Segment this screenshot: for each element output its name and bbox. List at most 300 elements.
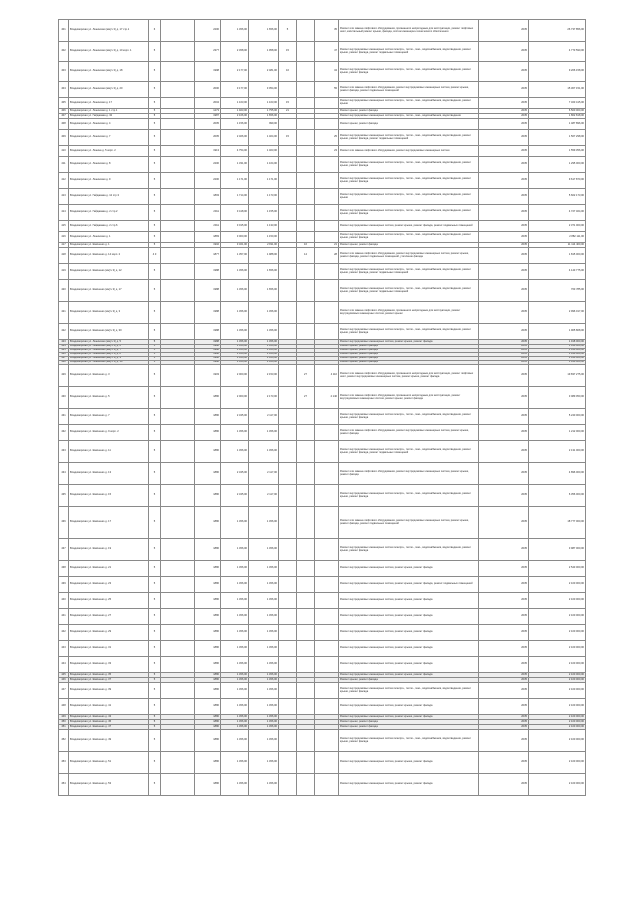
cell-c5: 2 000,00 [221, 365, 249, 387]
cell-no: 406 [59, 109, 69, 114]
cell-c2: 5 [149, 340, 161, 345]
cell-c6: 1 456,00 [249, 302, 279, 324]
cell-c4: 1988 [195, 264, 221, 280]
table-row [59, 205, 586, 221]
cell-c8 [297, 593, 315, 609]
cell-c9: 21 [315, 243, 339, 248]
cell-c2: 5 [149, 774, 161, 796]
cell-c2: 5 [149, 302, 161, 324]
cell-amount: 2 100 000,00 [529, 593, 586, 609]
cell-address: Владимирская ул. Шевченко д. 31 [69, 641, 149, 657]
cell-c8: 27 [297, 387, 315, 409]
cell-year: 2035 [479, 657, 529, 673]
cell-address: Владимирская ул. Ленинская д. 4 [69, 119, 149, 130]
cell-no: 421 [59, 302, 69, 324]
cell-c5: 1 456,00 [221, 280, 249, 302]
cell-c4: 2011 [195, 205, 221, 221]
table-row [59, 324, 586, 340]
cell-c5: 1 456,00 [221, 593, 249, 609]
cell-c9 [315, 625, 339, 641]
cell-amount: 2 100 000,00 [529, 625, 586, 641]
cell-address: Владимирская ул. Ленинская д. 1 стр.1 [69, 109, 149, 114]
cell-c8 [297, 146, 315, 157]
cell-c5: 1 456,00 [221, 774, 249, 796]
cell-amount: 4 773 590,00 [529, 42, 586, 62]
cell-year: 2035 [479, 205, 529, 221]
cell-c4: 1877 [195, 248, 221, 264]
cell-c4: 1273 [195, 109, 221, 114]
cell-c6: 1 456,00 [249, 593, 279, 609]
cell-c3 [161, 683, 195, 699]
cell-c7 [279, 752, 297, 774]
cell-c7 [279, 324, 297, 340]
cell-c6: 1 456,00 [249, 657, 279, 673]
cell-address: Владимирская ул. Шевченко д. 7 [69, 409, 149, 425]
cell-year: 2035 [479, 243, 529, 248]
cell-amount: 2 100 000,00 [529, 774, 586, 796]
cell-c4: 1880 [195, 730, 221, 752]
cell-no: 434 [59, 463, 69, 485]
table-row [59, 409, 586, 425]
cell-c6: 2 117,00 [249, 409, 279, 425]
cell-c9 [315, 441, 339, 463]
cell-c4: 1998 [195, 62, 221, 82]
cell-amount: 11 114 400,00 [529, 243, 586, 248]
cell-amount: 2 100 000,00 [529, 641, 586, 657]
cell-c3 [161, 173, 195, 189]
cell-c2: 5 [149, 189, 161, 205]
cell-c5: 1 456,00 [221, 349, 249, 353]
cell-c4: 1893 [195, 189, 221, 205]
table-row [59, 683, 586, 699]
cell-c3 [161, 641, 195, 657]
cell-no: 425 [59, 349, 69, 353]
cell-year: 2035 [479, 98, 529, 109]
cell-c9 [315, 98, 339, 109]
cell-description: Ремонт внутридомовых инженерных систем, ремонт крыши, ремонт фасада, ремонт подвальных помещений [339, 221, 479, 232]
cell-c4: 1880 [195, 641, 221, 657]
cell-address: Владимирская ул. Шевченко д. 25 [69, 593, 149, 609]
cell-year: 2035 [479, 248, 529, 264]
cell-no: 445 [59, 673, 69, 678]
cell-c8 [297, 730, 315, 752]
cell-c3 [161, 20, 195, 42]
cell-year: 2035 [479, 774, 529, 796]
cell-c9 [315, 221, 339, 232]
cell-no: 450 [59, 720, 69, 725]
cell-year: 2035 [479, 678, 529, 683]
cell-description: Ремонт внутридомовых инженерных систем электро-, тепло-, газо-, водоснабжения, водоотведения [339, 114, 479, 119]
cell-c2: 5 [149, 507, 161, 539]
cell-c9 [315, 683, 339, 699]
cell-c2: 5 [149, 82, 161, 98]
cell-c2: 5 [149, 264, 161, 280]
cell-description: Ремонт внутридомовых инженерных систем электро-, тепло-, газо-, водоснабжения, водоотведения, ремонт крыши, ремонт фасада, ремонт подвальных помещений [339, 280, 479, 302]
cell-address: Владимирская ул. Ленина д. 5 корп. 2 [69, 146, 149, 157]
cell-c9: 55 [315, 82, 339, 98]
cell-c5: 1 456,00 [221, 577, 249, 593]
cell-address: Владимирская ул. Шевченко д. 49 [69, 730, 149, 752]
cell-c2: 5 [149, 683, 161, 699]
cell-c5: 1 456,00 [221, 361, 249, 365]
cell-description: Ремонт внутридомовых инженерных систем, ремонт крыши, ремонт фасада [339, 609, 479, 625]
table-row [59, 561, 586, 577]
table-row [59, 625, 586, 641]
cell-year: 2035 [479, 715, 529, 720]
cell-c8 [297, 683, 315, 699]
cell-c5: 1 156,00 [221, 119, 249, 130]
cell-address: Владимирская ул. Шевченко д. 39 [69, 683, 149, 699]
cell-c2: 6 [149, 20, 161, 42]
cell-c6: 1 133,00 [249, 221, 279, 232]
cell-c4: 2004 [195, 98, 221, 109]
cell-c9 [315, 539, 339, 561]
cell-c3 [161, 507, 195, 539]
cell-c2: 5 [149, 130, 161, 146]
cell-c6: 1 988,00 [249, 248, 279, 264]
cell-no: 408 [59, 119, 69, 130]
cell-year: 2035 [479, 20, 529, 42]
cell-c2: 5 [149, 42, 161, 62]
cell-address: Владимирская ул. Гайдамака д. 2 стр.6 [69, 221, 149, 232]
cell-c2: 5 [149, 221, 161, 232]
cell-c5: 1 456,00 [221, 715, 249, 720]
cell-c3 [161, 387, 195, 409]
cell-c6: 1 456,00 [249, 353, 279, 357]
cell-no: 441 [59, 609, 69, 625]
cell-c8 [297, 409, 315, 425]
cell-no: 420 [59, 280, 69, 302]
cell-c5: 1 456,00 [221, 507, 249, 539]
cell-c5: 1 456,00 [221, 264, 249, 280]
cell-c6: 1 456,00 [249, 577, 279, 593]
cell-year: 2035 [479, 109, 529, 114]
cell-description: Ремонт внутридомовых инженерных систем электро-, тепло-, газо-, водоснабжения, водоотведения, ремонт крыши, ремонт фасада [339, 730, 479, 752]
cell-c9 [315, 324, 339, 340]
cell-description: Ремонт внутридомовых инженерных систем, ремонт крыши, ремонт фасада, ремонт подвальных помещений [339, 577, 479, 593]
cell-c5: 1 456,00 [221, 673, 249, 678]
cell-description: Ремонт внутридомовых инженерных систем, ремонт крыши, ремонт фасада [339, 752, 479, 774]
cell-c7 [279, 539, 297, 561]
cell-no: 429 [59, 365, 69, 387]
cell-no: 418 [59, 248, 69, 264]
cell-c5: 1 456,00 [221, 340, 249, 345]
cell-c5: 1 456,00 [221, 345, 249, 349]
cell-year: 2035 [479, 114, 529, 119]
cell-c5: 1 456,00 [221, 353, 249, 357]
cell-amount: 1 212 000,00 [529, 425, 586, 441]
cell-amount: 26 737 856,00 [529, 20, 586, 42]
cell-amount: 6 356 000,00 [529, 485, 586, 507]
cell-c9 [315, 641, 339, 657]
cell-amount: 2 100 000,00 [529, 752, 586, 774]
table-row [59, 42, 586, 62]
cell-amount: 2 100 000,00 [529, 699, 586, 715]
cell-no: 449 [59, 715, 69, 720]
cell-c9 [315, 752, 339, 774]
cell-c4: 1988 [195, 361, 221, 365]
cell-c3 [161, 232, 195, 243]
cell-no: 439 [59, 577, 69, 593]
cell-amount: 763 785,00 [529, 280, 586, 302]
cell-c5: 1 456,00 [221, 561, 249, 577]
cell-c6: 1 404,00 [249, 130, 279, 146]
cell-c2: 5 [149, 232, 161, 243]
cell-c8 [297, 657, 315, 673]
cell-c6: 1 456,00 [249, 720, 279, 725]
cell-c9 [315, 774, 339, 796]
cell-description: Ремонт внутридомовых инженерных систем электро-, тепло-, газо-, водоснабжения, водоотведения, ремонт крыши, ремонт фасада [339, 232, 479, 243]
cell-c2: 5 [149, 485, 161, 507]
cell-c5: 2 000,00 [221, 387, 249, 409]
cell-description: Ремонт внутридомовых инженерных систем электро-, тепло-, газо-, водоснабжения, водоотведения, ремонт крыши, ремонт фасада [339, 157, 479, 173]
cell-no: 412 [59, 173, 69, 189]
cell-amount: 2 100 000,00 [529, 715, 586, 720]
cell-c4: 1988 [195, 349, 221, 353]
cell-c9: 47 [315, 42, 339, 62]
cell-description: Ремонт крыши, ремонт фасада [339, 119, 479, 130]
cell-c8 [297, 205, 315, 221]
cell-address: Владимирская ул. Шевченко д. 3 [69, 365, 149, 387]
cell-description: Ремонт крыши, ремонт фасада [339, 353, 479, 357]
cell-no: 431 [59, 409, 69, 425]
cell-year: 2035 [479, 699, 529, 715]
cell-c7 [279, 248, 297, 264]
cell-c3 [161, 119, 195, 130]
cell-c5: 1 456,00 [221, 609, 249, 625]
cell-year: 2035 [479, 409, 529, 425]
cell-c5: 1 456,00 [221, 678, 249, 683]
cell-year: 2035 [479, 507, 529, 539]
cell-address: Владимирская ул. Шевченко д. 43 [69, 715, 149, 720]
cell-description: Ремонт внутридомовых инженерных систем электро-, тепло-, газо-, водоснабжения, водоотведения, ремонт крыши, ремонт фасада [339, 205, 479, 221]
cell-c4: 2005 [195, 119, 221, 130]
cell-no: 451 [59, 725, 69, 730]
cell-c6: 1 456,00 [249, 673, 279, 678]
cell-c8 [297, 173, 315, 189]
cell-c5: 1 714,00 [221, 189, 249, 205]
cell-c6: 1 456,00 [249, 361, 279, 365]
cell-c6: 1 656,00 [249, 114, 279, 119]
cell-amount: 3 089 050,00 [529, 387, 586, 409]
cell-amount: 1 918 000,00 [529, 353, 586, 357]
cell-address: Владимирская ул. Ленинская (кв/уч 3) д. 18 [69, 62, 149, 82]
cell-c8 [297, 98, 315, 109]
cell-address: Владимирская ул. Шевченко д. 17 [69, 507, 149, 539]
cell-year: 2035 [479, 130, 529, 146]
cell-amount: 2 100 000,00 [529, 577, 586, 593]
cell-c4: 1880 [195, 683, 221, 699]
cell-amount: 2 100 000,00 [529, 673, 586, 678]
table-row [59, 485, 586, 507]
cell-c6: 1 456,00 [249, 357, 279, 361]
cell-c6: 1 456,00 [249, 678, 279, 683]
cell-amount: 15 307 151,00 [529, 82, 586, 98]
cell-c7 [279, 641, 297, 657]
cell-c8 [297, 752, 315, 774]
cell-c2: 5 [149, 409, 161, 425]
cell-c4: 1880 [195, 752, 221, 774]
cell-c3 [161, 593, 195, 609]
cell-description: Ремонт внутридомовых инженерных систем, ремонт крыши, ремонт фасада [339, 593, 479, 609]
table-row [59, 62, 586, 82]
cell-year: 2035 [479, 673, 529, 678]
cell-c2: 5 [149, 173, 161, 189]
cell-c3 [161, 425, 195, 441]
cell-amount: 4 143 775,00 [529, 264, 586, 280]
table-row [59, 507, 586, 539]
cell-c7 [279, 730, 297, 752]
cell-amount: 5 602 173,00 [529, 189, 586, 205]
cell-c9 [315, 561, 339, 577]
cell-c5: 1 456,00 [221, 657, 249, 673]
cell-c7 [279, 577, 297, 593]
cell-c6: 2 117,00 [249, 463, 279, 485]
cell-amount: 2 371 000,00 [529, 221, 586, 232]
table-row [59, 20, 586, 42]
cell-address: Владимирская ул. Шевченко д. 35 [69, 673, 149, 678]
cell-description: Ремонт или замена лифтового оборудования, ремонт внутридомовых инженерных систем [339, 146, 479, 157]
cell-c8 [297, 485, 315, 507]
cell-c5: 2 345,00 [221, 409, 249, 425]
cell-c4: 2200 [195, 173, 221, 189]
cell-c9 [315, 730, 339, 752]
cell-address: Владимирская ул. Шевченко д. 27 [69, 609, 149, 625]
cell-year: 2035 [479, 561, 529, 577]
cell-year: 2035 [479, 324, 529, 340]
cell-c4: 1880 [195, 463, 221, 485]
cell-c6: 2 153,00 [249, 365, 279, 387]
cell-c8 [297, 625, 315, 641]
cell-address: Владимирская ул. Ленинская (кв/уч 3) д. 10 корп. 1 [69, 42, 149, 62]
cell-c9 [315, 280, 339, 302]
cell-c7 [279, 157, 297, 173]
cell-c6: 1 456,00 [249, 774, 279, 796]
cell-no: 433 [59, 441, 69, 463]
cell-c3 [161, 324, 195, 340]
cell-description: Ремонт крыши, ремонт фасада [339, 109, 479, 114]
cell-c3 [161, 365, 195, 387]
cell-c4: 1880 [195, 657, 221, 673]
cell-c3 [161, 98, 195, 109]
cell-c4: 1880 [195, 715, 221, 720]
cell-c4: 1880 [195, 774, 221, 796]
cell-year: 2035 [479, 361, 529, 365]
cell-description: Ремонт внутридомовых инженерных систем электро-, тепло-, газо-, водоснабжения, водоотведения, ремонт крыши, ремонт фасада, ремонт подвальных помещений [339, 42, 479, 62]
cell-c2: 5 [149, 441, 161, 463]
cell-c6: 1 456,00 [249, 539, 279, 561]
cell-c9 [315, 463, 339, 485]
cell-no: 404 [59, 82, 69, 98]
table-row [59, 699, 586, 715]
cell-c2: 5 [149, 349, 161, 353]
cell-c9 [315, 657, 339, 673]
cell-amount: 4 896 000,00 [529, 463, 586, 485]
cell-c9: 34 [315, 62, 339, 82]
cell-c8 [297, 441, 315, 463]
cell-c8: 14 [297, 248, 315, 264]
cell-c4: 1988 [195, 357, 221, 361]
cell-c9 [315, 205, 339, 221]
cell-c5: 3 321,00 [221, 243, 249, 248]
cell-c2: 5 [149, 699, 161, 715]
cell-c5: 1 456,00 [221, 324, 249, 340]
cell-no: 443 [59, 641, 69, 657]
cell-no: 416 [59, 232, 69, 243]
cell-c9 [315, 409, 339, 425]
cell-c4: 1880 [195, 507, 221, 539]
cell-no: 414 [59, 205, 69, 221]
cell-c7 [279, 221, 297, 232]
cell-address: Владимирская ул. Шевченко д. 29 [69, 625, 149, 641]
cell-c8 [297, 157, 315, 173]
cell-c3 [161, 752, 195, 774]
cell-c5: 3 015,00 [221, 221, 249, 232]
cell-c4: 1880 [195, 485, 221, 507]
cell-amount: 1 862 818,00 [529, 114, 586, 119]
table-row [59, 641, 586, 657]
cell-address: Владимирская ул. Шевченко д. 11 [69, 441, 149, 463]
cell-description: Ремонт крыши, ремонт фасада [339, 361, 479, 365]
table-row [59, 248, 586, 264]
cell-c9 [315, 189, 339, 205]
cell-year: 2035 [479, 641, 529, 657]
cell-address: Владимирская ул. Ленинская (кв/уч 3) д. 10 [69, 361, 149, 365]
cell-description: Ремонт крыши, ремонт фасада [339, 725, 479, 730]
cell-c2: 5 [149, 577, 161, 593]
cell-description: Ремонт внутридомовых инженерных систем электро-, тепло-, газо-, водоснабжения, водоотведения, ремонт крыши, ремонт фасада [339, 539, 479, 561]
cell-amount: 19 837 275,00 [529, 365, 586, 387]
cell-c7: 21 [279, 109, 297, 114]
cell-c4: 1880 [195, 577, 221, 593]
cell-description: Ремонт или замена лифтового оборудования, признанного непригодным для эксплуатации, ремонт лифтовых шахт, ремонт внутридомовых инженерных систем, ремонт крыши, ремонт фасада [339, 365, 479, 387]
cell-c7 [279, 280, 297, 302]
cell-c9 [315, 119, 339, 130]
cell-c3 [161, 625, 195, 641]
cell-year: 2035 [479, 302, 529, 324]
cell-c4: 1880 [195, 609, 221, 625]
cell-c9 [315, 302, 339, 324]
data-table [58, 19, 586, 796]
cell-c6: 1 656,00 [249, 20, 279, 42]
cell-address: Владимирская ул. Шевченко д. 47 [69, 725, 149, 730]
cell-c4: 1880 [195, 678, 221, 683]
cell-c6: 1 173,00 [249, 189, 279, 205]
cell-c4: 1988 [195, 345, 221, 349]
cell-c8 [297, 609, 315, 625]
cell-c7 [279, 146, 297, 157]
cell-c9 [315, 425, 339, 441]
cell-c5: 2 345,00 [221, 463, 249, 485]
cell-c6: 1 456,00 [249, 340, 279, 345]
cell-c7 [279, 683, 297, 699]
cell-address: Владимирская ул. Шевченко д. 5 [69, 387, 149, 409]
cell-description: Ремонт или замена лифтового оборудования, ремонт внутридомовых инженерных систем, ремонт крыши, ремонт фасада [339, 463, 479, 485]
cell-c8 [297, 577, 315, 593]
cell-c2: 5 [149, 365, 161, 387]
cell-address: Владимирская ул. Ленинская д. 8 [69, 157, 149, 173]
cell-c6: 1 456,00 [249, 349, 279, 353]
cell-c5: 3 177,00 [221, 82, 249, 98]
cell-description: Ремонт внутридомовых инженерных систем электро-, тепло-, газо-, водоснабжения, водоотведения, ремонт крыши, ремонт фасада, ремонт подвальных помещений [339, 130, 479, 146]
cell-c4: 1987 [195, 114, 221, 119]
cell-c5: 3 418,00 [221, 205, 249, 221]
cell-amount: 2 100 000,00 [529, 683, 586, 699]
cell-c8 [297, 324, 315, 340]
cell-c8 [297, 189, 315, 205]
cell-c2: 5 [149, 357, 161, 361]
cell-c5: 1 456,00 [221, 625, 249, 641]
